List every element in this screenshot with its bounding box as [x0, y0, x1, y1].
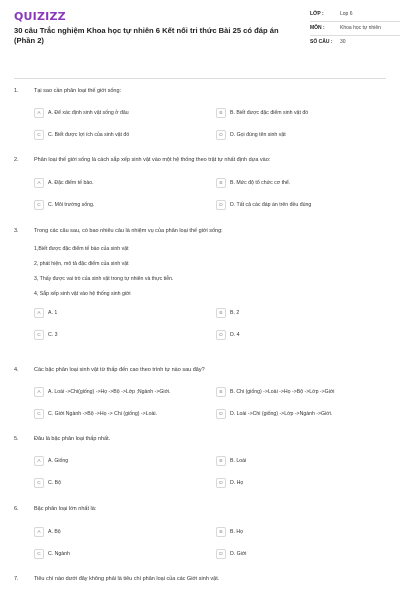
- question-number: 6.: [14, 506, 19, 512]
- option-badge: C: [34, 130, 44, 140]
- option-b[interactable]: [216, 178, 290, 188]
- option-text: B. 2: [230, 310, 240, 316]
- question-number: 4.: [14, 367, 19, 373]
- info-label: MÔN :: [310, 25, 325, 31]
- option-c[interactable]: [34, 549, 70, 559]
- option-text: A. Giống: [48, 458, 69, 464]
- option-badge: D: [216, 478, 226, 488]
- option-badge: B: [216, 178, 226, 188]
- question-number: 2.: [14, 157, 19, 163]
- option-a[interactable]: [34, 178, 94, 188]
- option-a[interactable]: [34, 527, 61, 537]
- option-text: B. Loài: [230, 458, 247, 464]
- option-text: D. Họ: [230, 480, 244, 486]
- option-d[interactable]: [216, 478, 243, 488]
- option-c[interactable]: [34, 478, 61, 488]
- option-text: C. Môi trường sống.: [48, 202, 95, 208]
- question-text: Trong các câu sau, có bao nhiêu câu là nhiệm vụ của phân loại thế giới sống:: [34, 228, 223, 234]
- option-badge: B: [216, 308, 226, 318]
- info-box: [310, 8, 400, 49]
- option-text: D. 4: [230, 332, 240, 338]
- info-value: Khoa học tự nhiên: [340, 25, 381, 31]
- info-value: Lop 6: [340, 11, 353, 17]
- header-divider: [14, 78, 386, 79]
- question-text: Phân loại thế giới sống là cách sắp xếp sinh vật vào một hệ thống theo trật tự nhất định dựa vào:: [34, 157, 271, 163]
- option-a[interactable]: [34, 108, 129, 118]
- question-text: Bậc phân loại lớn nhất là:: [34, 506, 97, 512]
- option-badge: B: [216, 527, 226, 537]
- option-badge: D: [216, 130, 226, 140]
- info-row-subject: [310, 22, 400, 36]
- option-badge: D: [216, 409, 226, 419]
- option-text: C. Giới Ngành ->Bộ ->Họ -> Chi (giống) ->Loài.: [48, 411, 157, 417]
- option-badge: A: [34, 527, 44, 537]
- option-d[interactable]: [216, 549, 246, 559]
- option-badge: D: [216, 330, 226, 340]
- option-text: B. Họ: [230, 529, 243, 535]
- option-badge: C: [34, 478, 44, 488]
- question-text: Tiêu chí nào dưới đây không phải là tiêu chí phân loại của các Giới sinh vật.: [34, 576, 220, 582]
- option-c[interactable]: [34, 200, 94, 210]
- option-badge: B: [216, 108, 226, 118]
- option-a[interactable]: [34, 387, 171, 397]
- info-value: 30: [340, 39, 346, 45]
- option-text: C. 3: [48, 332, 58, 338]
- option-b[interactable]: [216, 108, 308, 118]
- option-c[interactable]: [34, 409, 157, 419]
- option-badge: D: [216, 549, 226, 559]
- option-c[interactable]: [34, 130, 129, 140]
- option-badge: A: [34, 456, 44, 466]
- option-b[interactable]: [216, 308, 239, 318]
- question-number: 1.: [14, 88, 19, 94]
- option-b[interactable]: [216, 456, 246, 466]
- option-a[interactable]: [34, 308, 57, 318]
- option-text: C. Bộ: [48, 480, 61, 486]
- option-d[interactable]: [216, 409, 332, 419]
- option-text: A. Bộ: [48, 529, 61, 535]
- statement-item: 2, phát hiện, mô tả đặc điểm của sinh vật: [34, 261, 129, 267]
- option-d[interactable]: [216, 130, 286, 140]
- option-text: D. Gọi đúng tên sinh vật: [230, 132, 286, 138]
- option-text: C. Biết được lợi ích của sinh vật đó: [48, 132, 130, 138]
- document-header: [14, 8, 386, 74]
- option-badge: B: [216, 456, 226, 466]
- option-d[interactable]: [216, 200, 311, 210]
- info-row-class: [310, 8, 400, 22]
- option-badge: C: [34, 409, 44, 419]
- option-badge: C: [34, 330, 44, 340]
- option-text: B. Chi (giống) ->Loài ->Họ ->Bộ ->Lớp ->Giới: [230, 389, 335, 395]
- option-badge: A: [34, 178, 44, 188]
- option-text: D. Giới: [230, 551, 247, 557]
- option-text: A. Đặc điểm tế bào.: [48, 180, 94, 186]
- document-title: 30 câu Trắc nghiệm Khoa học tự nhiên 6 Kết nối tri thức Bài 25 có đáp án (Phần 2): [14, 26, 279, 45]
- quizizz-logo: QUIZIZZ: [14, 10, 66, 23]
- question-number: 5.: [14, 436, 19, 442]
- option-text: D. Tất cả các đáp án trên đều đúng: [230, 202, 312, 208]
- question-text: Tại sao cần phân loại thế giới sống:: [34, 88, 122, 94]
- option-b[interactable]: [216, 527, 243, 537]
- option-badge: C: [34, 549, 44, 559]
- option-badge: D: [216, 200, 226, 210]
- option-badge: B: [216, 387, 226, 397]
- option-badge: A: [34, 387, 44, 397]
- option-text: D. Loài ->Chi (giống) ->Lớp ->Ngành ->Giới.: [230, 411, 333, 417]
- option-text: B. Mức độ tổ chức cơ thể.: [230, 180, 291, 186]
- option-text: A. Để xác định sinh vật sống ở đâu: [48, 110, 129, 116]
- option-text: C. Ngành: [48, 551, 70, 557]
- option-a[interactable]: [34, 456, 68, 466]
- statement-item: 4, Sắp xếp sinh vật vào hệ thống sinh giới: [34, 291, 131, 297]
- statement-item: 1,Biết được đặc điểm tế bào của sinh vật: [34, 246, 129, 252]
- option-d[interactable]: [216, 330, 240, 340]
- option-badge: A: [34, 308, 44, 318]
- question-text: Các bậc phân loại sinh vật từ thấp đến cao theo trình tự nào sau đây?: [34, 367, 205, 373]
- statement-item: 3, Thấy được vai trò của sinh vật trong tự nhiên và thực tiễn.: [34, 276, 174, 282]
- option-text: A. Loài ->Chi(giống) ->Họ ->Bộ ->Lớp ;Ngành ->Giới.: [48, 389, 171, 395]
- info-label: LỚP :: [310, 11, 324, 17]
- option-c[interactable]: [34, 330, 58, 340]
- info-label: SỐ CÂU :: [310, 39, 333, 45]
- info-row-count: [310, 36, 400, 49]
- option-badge: A: [34, 108, 44, 118]
- question-number: 3.: [14, 228, 19, 234]
- option-b[interactable]: [216, 387, 334, 397]
- option-text: A. 1: [48, 310, 58, 316]
- question-text: Đâu là bậc phân loại thấp nhất.: [34, 436, 111, 442]
- option-badge: C: [34, 200, 44, 210]
- question-number: 7.: [14, 576, 19, 582]
- option-text: B. Biết được đặc điểm sinh vật đó: [230, 110, 309, 116]
